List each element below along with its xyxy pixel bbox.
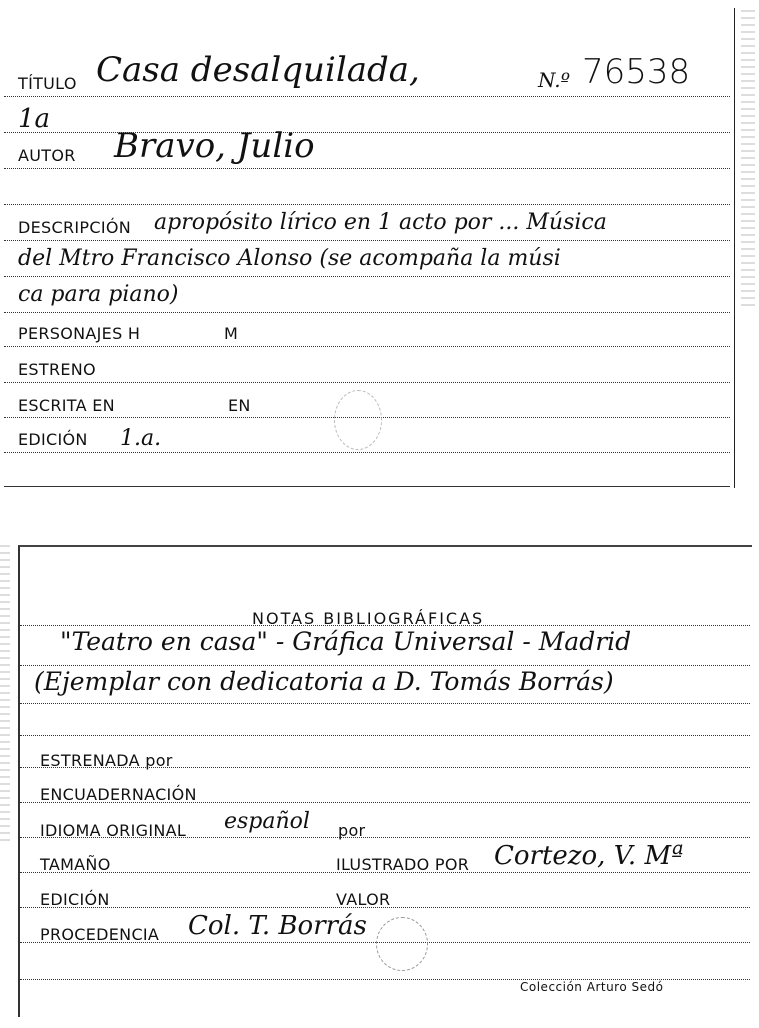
escrita-en-label: ESCRITA EN — [18, 396, 115, 415]
rule-titulo — [4, 96, 730, 97]
tamano-label: TAMAÑO — [40, 855, 111, 874]
collection-stamp — [376, 917, 428, 971]
descripcion-line-1: apropósito lírico en 1 acto por ... Música — [154, 210, 607, 235]
titulo-value: Casa desalquilada, — [96, 50, 420, 90]
numero-label: N.º — [538, 68, 570, 92]
autor-label: AUTOR — [18, 146, 76, 165]
valor-label: VALOR — [336, 890, 391, 909]
idioma-label: IDIOMA ORIGINAL — [40, 821, 187, 840]
edicion-label-back: EDICIÓN — [40, 890, 110, 909]
estreno-label: ESTRENO — [18, 360, 96, 379]
scan-edge-right — [741, 10, 755, 310]
rule-edicion — [4, 452, 730, 453]
ilustrado-label: ILUSTRADO POR — [336, 855, 470, 874]
idioma-value: español — [224, 809, 310, 834]
rule-notas-2 — [20, 703, 750, 704]
edicion-label: EDICIÓN — [18, 430, 88, 449]
rule-blank-1 — [20, 735, 750, 736]
por-label: por — [338, 821, 366, 840]
notas-line-2: (Ejemplar con dedicatoria a D. Tomás Borrás) — [34, 667, 614, 696]
stamp-mark — [334, 390, 382, 450]
catalog-card-back — [18, 545, 752, 1017]
rule-descripcion-1 — [4, 240, 730, 241]
rule-notas-1 — [20, 665, 750, 666]
descripcion-label: DESCRIPCIÓN — [18, 218, 131, 237]
encuadernacion-label: ENCUADERNACIÓN — [40, 785, 197, 804]
personajes-m-label: M — [224, 324, 239, 343]
estrenada-label: ESTRENADA por — [40, 751, 173, 770]
rule-personajes — [4, 346, 730, 347]
rule-autor — [4, 168, 730, 169]
descripcion-line-2: del Mtro Francisco Alonso (se acompaña la músi — [18, 246, 561, 271]
numero-value: 76538 — [582, 52, 691, 92]
descripcion-line-3: ca para piano) — [18, 282, 179, 307]
personajes-label: PERSONAJES H — [18, 324, 141, 343]
titulo-continuation: 1a — [18, 104, 51, 134]
titulo-label: TÍTULO — [18, 74, 77, 93]
rule-estreno — [4, 382, 730, 383]
rule-bottom — [4, 486, 730, 487]
rule-titulo-cont — [4, 132, 730, 133]
rule-descripcion-3 — [4, 312, 730, 313]
procedencia-label: PROCEDENCIA — [40, 925, 160, 944]
coleccion-footer: Colección Arturo Sedó — [520, 980, 664, 994]
rule-descripcion-2 — [4, 276, 730, 277]
notas-line-1: "Teatro en casa" - Gráfica Universal - Madrid — [60, 627, 632, 656]
scan-edge-left — [0, 545, 10, 845]
autor-value: Bravo, Julio — [114, 126, 315, 166]
procedencia-value: Col. T. Borrás — [188, 911, 367, 941]
ilustrado-value: Cortezo, V. Mª — [494, 841, 684, 871]
rule-blank — [4, 204, 730, 205]
en-label: EN — [228, 396, 251, 415]
catalog-card-front — [4, 8, 735, 488]
notas-heading: NOTAS BIBLIOGRÁFICAS — [252, 609, 485, 628]
edicion-value: 1.a. — [120, 426, 162, 451]
